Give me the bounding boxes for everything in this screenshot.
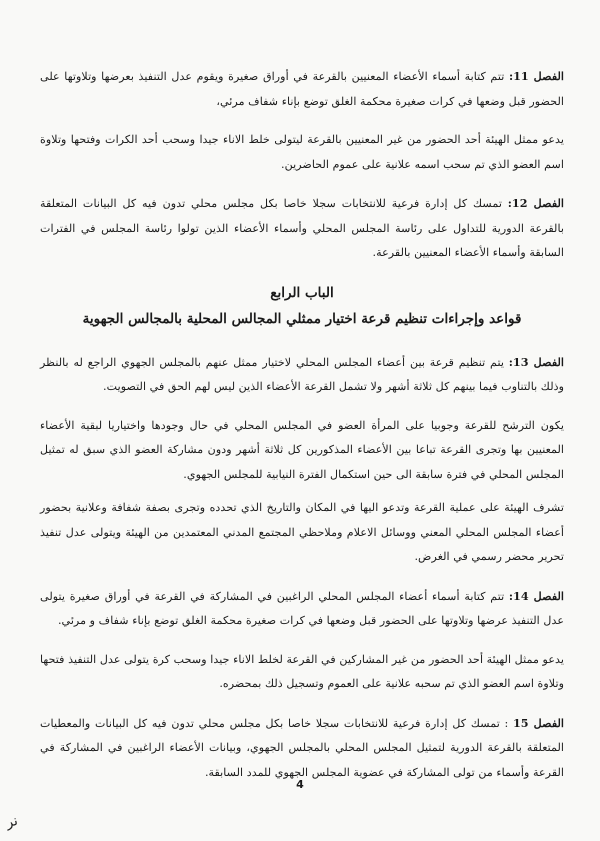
article-12-label: الفصل 12: bbox=[507, 196, 564, 210]
article-11 bbox=[40, 64, 564, 114]
article-14-label: الفصل 14: bbox=[508, 588, 564, 603]
article-12 bbox=[40, 191, 564, 266]
article-15-label: الفصل 15 bbox=[513, 715, 564, 730]
article-15-text: : تمسك كل إدارة فرعية للانتخابات سجلا خاصا بكل مجلس محلي تدون فيه كل البيانات والمعطيات المتعلقة بالقرعة الدورية لتمثيل المجلس المحلي بالمجلس الجهوي، وبيانات الأعضاء الراغبين في المشاركة في القرعة وأسماء من تولى المشاركة في عضوية المجلس الجهوي للمدد السابقة. bbox=[40, 716, 564, 779]
article-12-text: تمسك كل إدارة فرعية للانتخابات سجلا خاصا بكل مجلس محلي تدون فيه كل البيانات المتعلقة بالقرعة الدورية للتداول على رئاسة المجلس المحلي وأسماء الأعضاء الذين تولوا رئاسة المجلس في الفترات السابقة وأسماء الأعضاء المعنيين بالقرعة. bbox=[40, 197, 564, 259]
article-13-paragraph-2: يكون الترشح للقرعة وجوبيا على المرأة العضو في المجلس المحلي في حال وجودها واختياريا لبقية الأعضاء المعنيين بها وتجرى القرعة تباعا بين الأعضاء المذكورين كل ثلاثة أشهر ودون مشاركة العضو الذي سبق له تمثيل المجلس المحلي في فترة سابقة الى حين استكمال الفترة النيابية للمجلس الجهوي. bbox=[40, 418, 564, 481]
article-14-text: تتم كتابة أسماء أعضاء المجلس المحلي الراغبين في المشاركة في القرعة في أوراق صغيرة يتولى عدل التنفيذ عرضها وتلاوتها على الحضور قبل وضعها في كرات صغيرة محكمة الغلق توضع بإناء شفاف و مرئي. bbox=[40, 589, 564, 627]
article-13-text: يتم تنظيم قرعة بين أعضاء المجلس المحلي لاختيار ممثل عنهم بالمجلس الجهوي الراجع له بالنظر وذلك بالتناوب فيما بينهم كل ثلاثة أشهر ولا تشمل القرعة الأعضاء الذين ليس لهم الحق في التصويت. bbox=[40, 355, 564, 393]
chapter-title: الباب الرابع bbox=[270, 284, 334, 301]
article-13 bbox=[40, 350, 564, 400]
article-14-paragraph-2: يدعو ممثل الهيئة أحد الحضور من غير المشاركين في القرعة لخلط الاناء جيدا وسحب كرة يتولى عدل التنفيذ فتحها وتلاوة اسم العضو الذي تم سحبه علانية على العموم وتسجيل ذلك بمحضره. bbox=[40, 652, 564, 690]
article-14 bbox=[40, 584, 564, 634]
article-11-paragraph-2: يدعو ممثل الهيئة أحد الحضور من غير المعنيين بالقرعة ليتولى خلط الاناء جيدا وسحب أحد الكرات وفتحها وتلاوة اسم العضو الذي تم سحب اسمه علانية على عموم الحاضرين. bbox=[40, 133, 564, 171]
chapter-subtitle: قواعد وإجراءات تنظيم قرعة اختيار ممثلي المجالس المحلية بالمجالس الجهوية bbox=[82, 310, 522, 327]
article-11-label: الفصل 11: bbox=[508, 69, 564, 83]
document-body bbox=[40, 64, 564, 794]
article-13-paragraph-3: تشرف الهيئة على عملية القرعة وتدعو اليها في المكان والتاريخ الذي تحدده وتجرى بصفة شفافة وعلانية بحضور أعضاء المجلس المحلي المعني ووسائل الاعلام وملاحظي المجتمع المدني المعتمدين من الهيئة ويتولى عدل تنفيذ تحرير محضر رسمي في الغرض. bbox=[40, 501, 564, 563]
article-15 bbox=[40, 711, 564, 786]
page-number: 4 bbox=[296, 778, 304, 791]
article-13-label: الفصل 13: bbox=[508, 354, 564, 369]
article-11-text: تتم كتابة أسماء الأعضاء المعنيين بالقرعة في أوراق صغيرة ويقوم عدل التنفيذ بعرضها وتلاوتها على الحضور قبل وضعها في كرات صغيرة محكمة الغلق توضع بإناء شفاف مرئي، bbox=[40, 70, 564, 108]
handwritten-initials: نر bbox=[4, 812, 20, 832]
